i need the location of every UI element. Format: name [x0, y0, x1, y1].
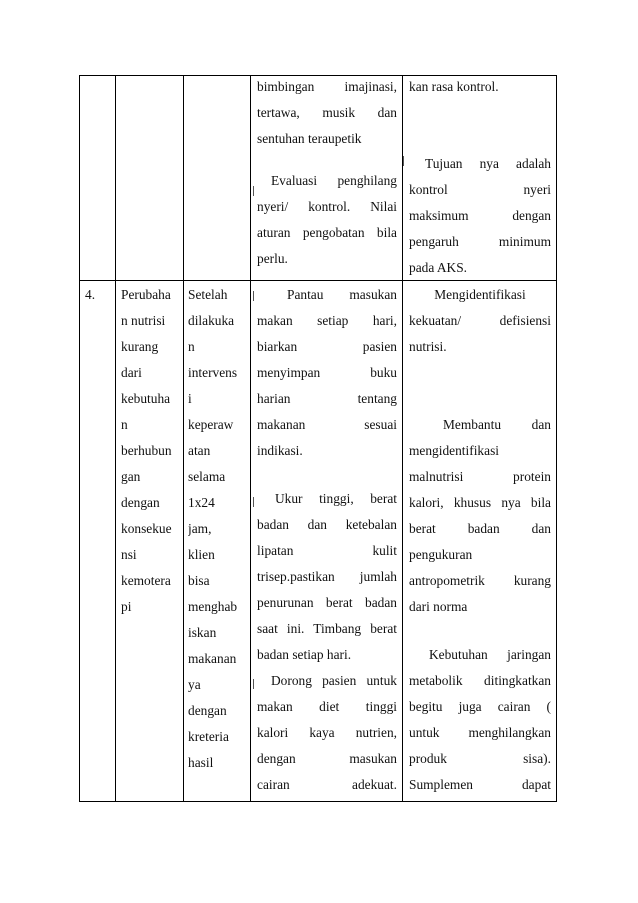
intervention-cell-a	[257, 282, 397, 464]
diagnosis-line: berhubun	[121, 443, 172, 458]
goal-line: iskan	[188, 625, 217, 640]
rationale-cell-c	[409, 642, 551, 798]
intervention-line: tertawa, musik dan	[257, 105, 397, 120]
intervention-line: nyeri/ kontrol. Nilai	[257, 199, 397, 214]
goal-line: hasil	[188, 755, 214, 770]
intervention-line: kalori kaya nutrien,	[257, 725, 397, 740]
col-divider	[250, 76, 251, 801]
diagnosis-line: n nutrisi	[121, 313, 166, 328]
intervention-line: perlu.	[257, 251, 288, 266]
rationale-line: produk sisa).	[409, 751, 551, 766]
intervention-line: Ukur tinggi, berat	[275, 491, 397, 506]
rationale-line: antropometrik kurang	[409, 573, 551, 588]
rationale-line: maksimum dengan	[409, 208, 551, 223]
diagnosis-cell	[121, 282, 181, 620]
goal-line: Setelah	[188, 287, 228, 302]
intervention-line: makanan sesuai	[257, 417, 397, 432]
diagnosis-line: kebutuha	[121, 391, 171, 406]
diagnosis-line: n	[121, 417, 128, 432]
rationale-cell-b	[409, 412, 551, 620]
goal-line: n	[188, 339, 195, 354]
bullet-mark	[253, 291, 254, 301]
rationale-line: metabolik ditingkatkan	[409, 673, 551, 688]
bullet-mark	[253, 497, 254, 507]
rationale-line: kekuatan/ defisiensi	[409, 313, 551, 328]
rationale-line: kan rasa kontrol.	[409, 79, 499, 94]
diagnosis-line: kurang	[121, 339, 159, 354]
goal-line: ya	[188, 677, 201, 692]
intervention-line: Dorong pasien untuk	[271, 673, 397, 688]
goal-line: keperaw	[188, 417, 234, 432]
intervention-line: makan diet tinggi	[257, 699, 397, 714]
rationale-line: pengukuran	[409, 547, 473, 562]
rationale-line: Membantu dan	[443, 417, 551, 432]
goal-line: selama	[188, 469, 226, 484]
rationale-line: untuk menghilangkan	[409, 725, 551, 740]
intervention-line: trisep.pastikan jumlah	[257, 569, 397, 584]
rationale-line: Sumplemen dapat	[409, 777, 551, 792]
intervention-line: penurunan berat badan	[257, 595, 397, 610]
row-number	[85, 282, 95, 308]
diagnosis-line: nsi	[121, 547, 137, 562]
goal-line: bisa	[188, 573, 210, 588]
goal-line: jam,	[188, 521, 212, 536]
goal-line: dilakuka	[188, 313, 235, 328]
rationale-line: kontrol nyeri	[409, 182, 551, 197]
bullet-mark	[253, 679, 254, 689]
bullet-mark	[253, 186, 254, 196]
rationale-line: Tujuan nya adalah	[425, 156, 551, 171]
rationale-line: mengidentifikasi	[409, 443, 499, 458]
intervention-line: cairan adekuat.	[257, 777, 397, 792]
goal-line: klien	[188, 547, 215, 562]
intervention-line: biarkan pasien	[257, 339, 397, 354]
rationale-cell-a	[409, 282, 551, 360]
intervention-line: saat ini. Timbang berat	[257, 621, 397, 636]
rationale-line: dari norma	[409, 599, 468, 614]
goal-line: dengan	[188, 703, 227, 718]
intervention-line: badan setiap hari.	[257, 647, 352, 662]
rationale-line: nutrisi.	[409, 339, 447, 354]
goal-cell	[188, 282, 250, 776]
intervention-line: bimbingan imajinasi,	[257, 79, 397, 94]
intervention-line: Evaluasi penghilang	[271, 173, 397, 188]
intervention-cell-c	[257, 668, 397, 798]
bullet-mark	[403, 156, 404, 166]
goal-line: i	[188, 391, 192, 406]
intervention-line: Pantau masukan	[287, 287, 397, 302]
rationale-line: pengaruh minimum	[409, 234, 551, 249]
rationale-line: malnutrisi protein	[409, 469, 551, 484]
intervention-line: indikasi.	[257, 443, 303, 458]
goal-line: menghab	[188, 599, 238, 614]
goal-line: makanan	[188, 651, 237, 666]
rationale-line: pada AKS.	[409, 260, 468, 275]
intervention-cell-top-2	[257, 168, 397, 272]
intervention-line: aturan pengobatan bila	[257, 225, 397, 240]
rationale-line: Kebutuhan jaringan	[429, 647, 551, 662]
row-number-text: 4.	[85, 287, 96, 302]
diagnosis-line: Perubaha	[121, 287, 171, 302]
diagnosis-line: dari	[121, 365, 142, 380]
intervention-line: harian tentang	[257, 391, 397, 406]
rationale-cell-top	[409, 74, 551, 100]
goal-line: 1x24	[188, 495, 215, 510]
intervention-cell-top	[257, 74, 397, 152]
diagnosis-line: gan	[121, 469, 141, 484]
rationale-line: begitu juga cairan (	[409, 699, 551, 714]
intervention-line: sentuhan teraupetik	[257, 131, 362, 146]
rationale-line: kalori, khusus nya bila	[409, 495, 551, 510]
goal-line: kreteria	[188, 729, 229, 744]
intervention-line: badan dan ketebalan	[257, 517, 397, 532]
col-divider	[115, 76, 116, 801]
intervention-line: lipatan kulit	[257, 543, 397, 558]
diagnosis-line: pi	[121, 599, 132, 614]
goal-line: atan	[188, 443, 211, 458]
col-divider	[183, 76, 184, 801]
diagnosis-line: kemotera	[121, 573, 171, 588]
intervention-line: menyimpan buku	[257, 365, 397, 380]
intervention-line: dengan masukan	[257, 751, 397, 766]
rationale-line: Mengidentifikasi	[434, 287, 526, 302]
rationale-line: berat badan dan	[409, 521, 551, 536]
diagnosis-line: konsekue	[121, 521, 172, 536]
col-divider	[402, 76, 403, 801]
goal-line: intervens	[188, 365, 238, 380]
rationale-cell-top-2	[409, 151, 551, 281]
intervention-line: makan setiap hari,	[257, 313, 397, 328]
intervention-cell-b	[257, 486, 397, 668]
diagnosis-line: dengan	[121, 495, 160, 510]
